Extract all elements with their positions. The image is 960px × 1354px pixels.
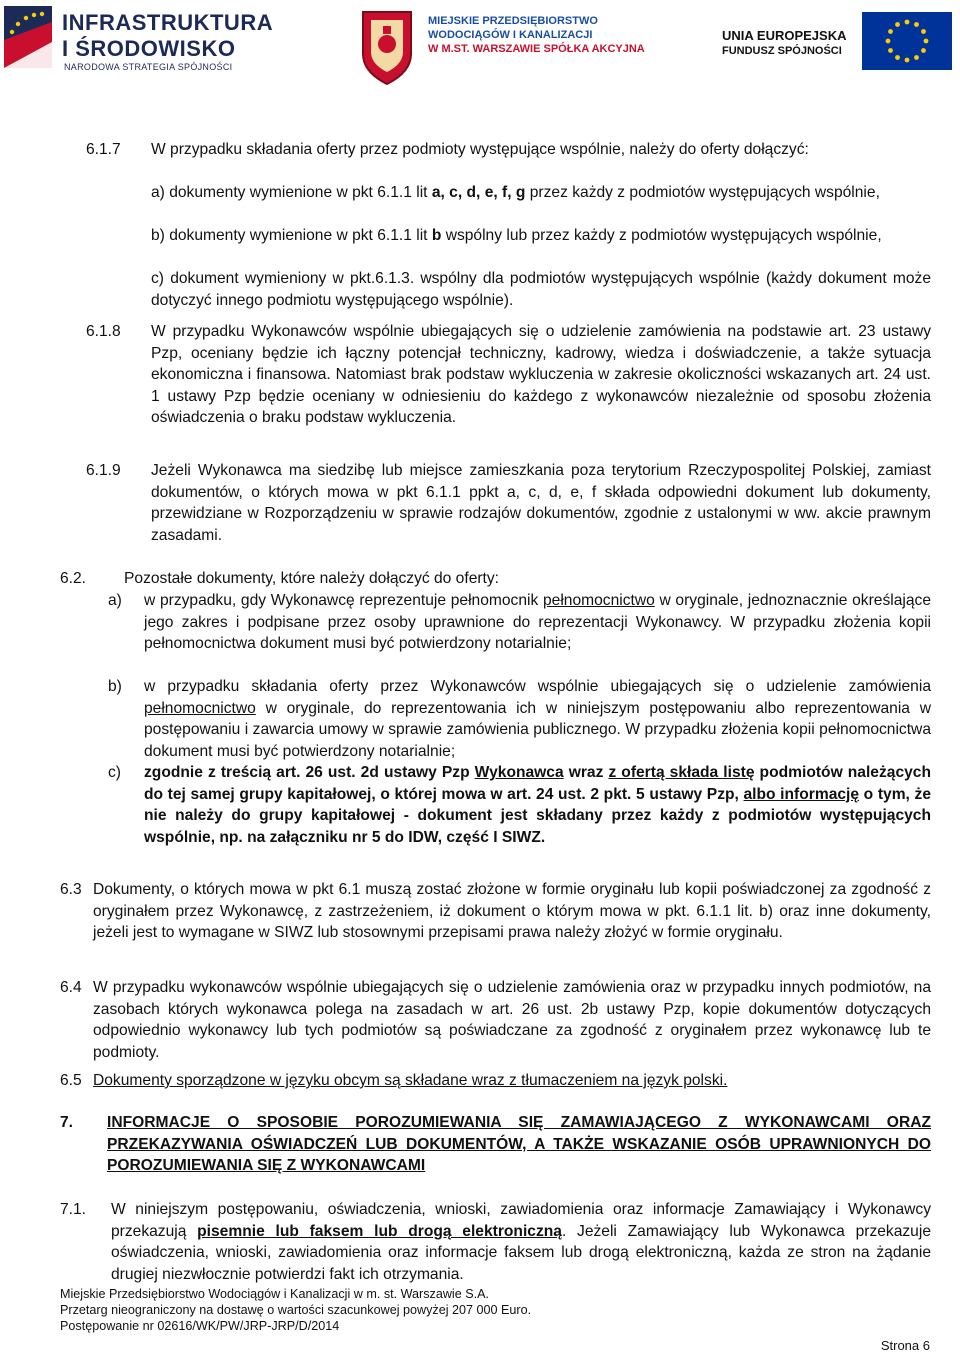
page-number: Strona 6 — [880, 1338, 930, 1353]
section-number: 7.1. — [60, 1201, 87, 1218]
section-number: 6.1.7 — [86, 141, 121, 158]
section-618-text: W przypadku Wykonawców wspólnie ubiegających się o udzielenie zamówienia na podstawie art. 23 ustawy Pzp, oceniany będzie ich łączny potencjał techniczny, kadrowy, wiedza i doświadczenie, a także sytuacja ekonomiczna i finansowa. Natomiast brak podstaw wykluczenia w zakresie okoliczności wskazanych art. 24 ust. 1 ustawy Pzp będzie oceniany w odniesieniu do każdego z wykonawców niezależnie od sposobu złożenia oświadczenia o braku podstaw wykluczenia. — [151, 323, 931, 426]
section-number: 6.1.8 — [86, 323, 121, 340]
section-number: 6.2. — [60, 570, 87, 587]
section-71-text: W niniejszym postępowaniu, oświadczenia, wnioski, zawiadomienia oraz informacje Zamawiający i Wykonawcy przekazują pisemnie lub faksem lub drogą elektroniczną. Jeżeli Zamawiający lub Wykonawca przekazuje oświadczenia, wnioski, zawiadomienia oraz informacje faksem lub drogą elektroniczną, każda ze stron na żądanie drugiej niezwłocznie potwierdzi fakt ich otrzymania. — [111, 1201, 931, 1283]
section-617-item-b: b) dokumenty wymienione w pkt 6.1.1 lit b wspólny lub przez każdy z podmiotów występujących wspólnie, — [151, 227, 882, 244]
section-62-item-b: w przypadku składania oferty przez Wykonawców wspólnie ubiegających się o udzielenie zamówienia pełnomocnictwo w oryginale, do reprezentowania ich w niniejszym postępowaniu albo reprezentowania w postępowaniu i zawarcia umowy w sprawie zamówienia publicznego. W przypadku złożenia kopii pełnomocnictwa dokument musi być potwierdzony notarialnie; — [144, 678, 931, 760]
section-number: 6.4 — [60, 979, 82, 996]
mpwik-line-2: WODOCIĄGÓW I KANALIZACJI — [428, 29, 593, 41]
footer-case-number: Postępowanie nr 02616/WK/PW/JRP-JRP/D/2014 — [60, 1319, 340, 1333]
section-64-text: W przypadku wykonawców wspólnie ubiegających się o udzielenie zamówienia oraz w przypadku innych podmiotów, na zasobach których wykonawca polega na zasadach w art. 26 ust. 2b ustawy Pzp, kopie dokumentów dotyczących odpowiednio wykonawcy lub tych podmiotów są poświadczane za zgodność z oryginałem przez wykonawcę lub te podmioty. — [93, 979, 931, 1061]
footer-tender: Przetarg nieograniczony na dostawę o wartości szacunkowej powyżej 207 000 Euro. — [60, 1303, 532, 1317]
infra-subtitle: NARODOWA STRATEGIA SPÓJNOŚCI — [64, 62, 233, 72]
list-label: b) — [108, 678, 122, 695]
list-label: a) — [108, 592, 122, 609]
page-footer — [60, 1286, 940, 1334]
list-label: c) — [108, 764, 121, 781]
mpwik-line-3: W M.ST. WARSZAWIE SPÓŁKA AKCYJNA — [428, 43, 645, 55]
mpwik-line-1: MIEJSKIE PRZEDSIĘBIORSTWO — [428, 15, 598, 27]
section-617-intro: W przypadku składania oferty przez podmioty występujące wspólnie, należy do oferty dołączyć: — [151, 141, 809, 158]
section-62-item-a: w przypadku, gdy Wykonawcę reprezentuje pełnomocnik pełnomocnictwo w oryginale, jednoznacznie określające jego zakres i podpisane przez osoby uprawnione do reprezentacji Wykonawcy. W przypadku złożenia kopii pełnomocnictwa dokument musi być potwierdzony notarialnie; — [144, 592, 931, 652]
eu-title: UNIA EUROPEJSKA — [722, 28, 847, 43]
section-63-text: Dokumenty, o których mowa w pkt 6.1 muszą zostać złożone w formie oryginału lub kopii poświadczonej za zgodność z oryginałem przez Wykonawcę, z zastrzeżeniem, iż dokument o którym mowa w pkt. 6.1.1 lit. b) oraz inne dokumenty, jeżeli jest to wymagane w SIWZ lub stosownymi przepisami prawa należy złożyć w formie oryginału. — [93, 881, 931, 941]
eu-subtitle: FUNDUSZ SPÓJNOŚCI — [722, 45, 842, 57]
section-619-text: Jeżeli Wykonawca ma siedzibę lub miejsce zamieszkania poza terytorium Rzeczypospolitej Polskiej, zamiast dokumentów, o których mowa w pkt 6.1.1 ppkt a, c, d, e, f składa odpowiedni dokument lub dokumenty, przewidziane w Rozporządzeniu w sprawie rodzajów dokumentów, zgodnie z ustalonymi w ww. akcie prawnym zasadami. — [151, 462, 931, 544]
section-617-item-a: a) dokumenty wymienione w pkt 6.1.1 lit a, c, d, e, f, g przez każdy z podmiotów występujących wspólnie, — [151, 184, 880, 201]
chapter-7-title: INFORMACJE O SPOSOBIE POROZUMIEWANIA SIĘ ZAMAWIAJĄCEGO Z WYKONAWCAMI ORAZ PRZEKAZYWANIA OŚWIADCZEŃ LUB DOKUMENTÓW, A TAKŻE WSKAZANIE OSÓB UPRAWNIONYCH DO POROZUMIEWANIA SIĘ Z WYKONAWCAMI — [107, 1114, 931, 1174]
footer-company: Miejskie Przedsiębiorstwo Wodociągów i Kanalizacji w m. st. Warszawie S.A. — [60, 1287, 490, 1301]
infra-title-2: I ŚRODOWISKO — [62, 36, 236, 61]
section-number: 6.5 — [60, 1072, 82, 1089]
section-62-title: Pozostałe dokumenty, które należy dołączyć do oferty: — [124, 570, 500, 587]
section-number: 6.1.9 — [86, 462, 121, 479]
section-62-item-c: zgodnie z treścią art. 26 ust. 2d ustawy Pzp Wykonawca wraz z ofertą składa listę podmiotów należących do tej samej grupy kapitałowej, o której mowa w art. 24 ust. 2 pkt. 5 ustawy Pzp, albo informację o tym, że nie należy do grupy kapitałowej - dokument jest składany przez każdy z podmiotów występujących wspólnie, np. na załączniku nr 5 do IDW, część I SIWZ. — [144, 764, 931, 846]
section-number: 6.3 — [60, 881, 82, 898]
infra-title-1: INFRASTRUKTURA — [62, 10, 274, 35]
section-65-text: Dokumenty sporządzone w języku obcym są składane wraz z tłumaczeniem na język polski. — [93, 1072, 728, 1089]
section-617-item-c: c) dokument wymieniony w pkt.6.1.3. wspólny dla podmiotów występujących wspólnie (każdy dokument może dotyczyć innego podmiotu występującego wspólnie). — [151, 270, 931, 309]
chapter-number: 7. — [60, 1114, 74, 1131]
